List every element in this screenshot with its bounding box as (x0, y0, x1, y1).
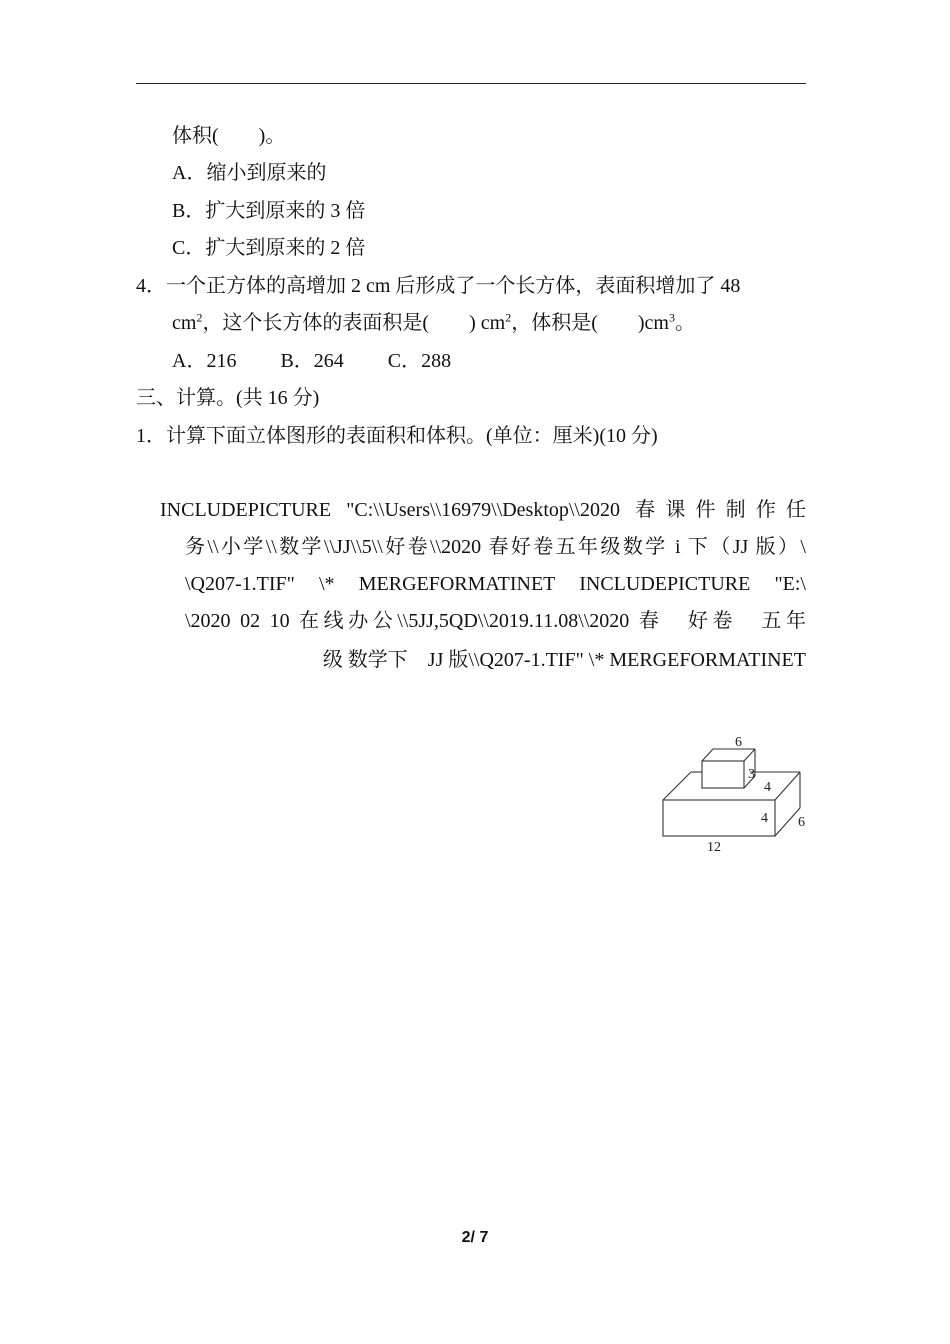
stacked-cuboids-figure (655, 730, 815, 860)
bottom-top-right-edge (775, 772, 800, 800)
top-top-left-edge (702, 749, 713, 761)
q3-option-b: B．扩大到原来的 3 倍 (172, 200, 366, 222)
label-bottom-height: 4 (761, 811, 768, 826)
section3-heading: 三、计算。(共 16 分) (136, 387, 320, 409)
bottom-front-face (663, 800, 775, 836)
q3-tail: 体积( )。 (172, 125, 286, 147)
label-bottom-length: 12 (707, 840, 721, 855)
q4-option-b: B．264 (280, 350, 344, 372)
q4-option-a: A．216 (172, 350, 237, 372)
label-top-depth: 4 (764, 780, 771, 795)
q4-options (172, 348, 451, 374)
header-rule (136, 83, 806, 84)
q3-option-a: A．缩小到原来的 (172, 162, 327, 184)
q4-line1: 4．一个正方体的高增加 2 cm 后形成了一个长方体，表面积增加了 48 (136, 275, 741, 297)
top-front-face (702, 761, 744, 788)
label-top-length: 6 (735, 735, 742, 750)
bottom-cuboid (663, 772, 800, 836)
field-code-line-2: 务\\小学\\数学\\JJ\\5\\好卷\\2020 春好卷五年级数学 i 下（JJ 版）\ (185, 536, 806, 558)
bottom-top-left-edge (663, 772, 691, 800)
label-top-height: 3 (748, 767, 755, 782)
q3-option-c: C．扩大到原来的 2 倍 (172, 237, 366, 259)
q4-line2-b: ，这个长方体的表面积是( ) cm (202, 312, 506, 334)
label-bottom-depth: 6 (798, 815, 805, 830)
q4-sup3: 3 (668, 310, 675, 325)
field-code-line-4: \2020 02 10 在线办公\\5JJ,5QD\\2019.11.08\\2020 春 好卷 五年 (185, 610, 806, 632)
q4-line2-c: ，体积是( )cm (511, 312, 669, 334)
section3-q1: 1．计算下面立体图形的表面积和体积。(单位：厘米)(10 分) (136, 425, 658, 447)
page-number: 2/ 7 (461, 1229, 489, 1246)
q4-sup1: 2 (196, 310, 203, 325)
q4-line2-a: cm (172, 312, 197, 334)
q4-option-c: C．288 (387, 350, 452, 372)
q4-sup2: 2 (505, 310, 512, 325)
field-code-line-3: \Q207-1.TIF" \* MERGEFORMATINET INCLUDEPICTURE "E:\ (185, 573, 806, 595)
bottom-back-right-edge (775, 808, 800, 836)
q4-line2 (172, 310, 695, 336)
field-code-line-5: 级 数学下 JJ 版\\Q207-1.TIF" \* MERGEFORMATINET (322, 649, 806, 671)
field-code-line-1: INCLUDEPICTURE "C:\\Users\\16979\\Desktop\\2020 春课件制作任 (160, 499, 806, 521)
q4-line2-d: 。 (674, 312, 695, 334)
top-top-right-edge (744, 749, 755, 761)
